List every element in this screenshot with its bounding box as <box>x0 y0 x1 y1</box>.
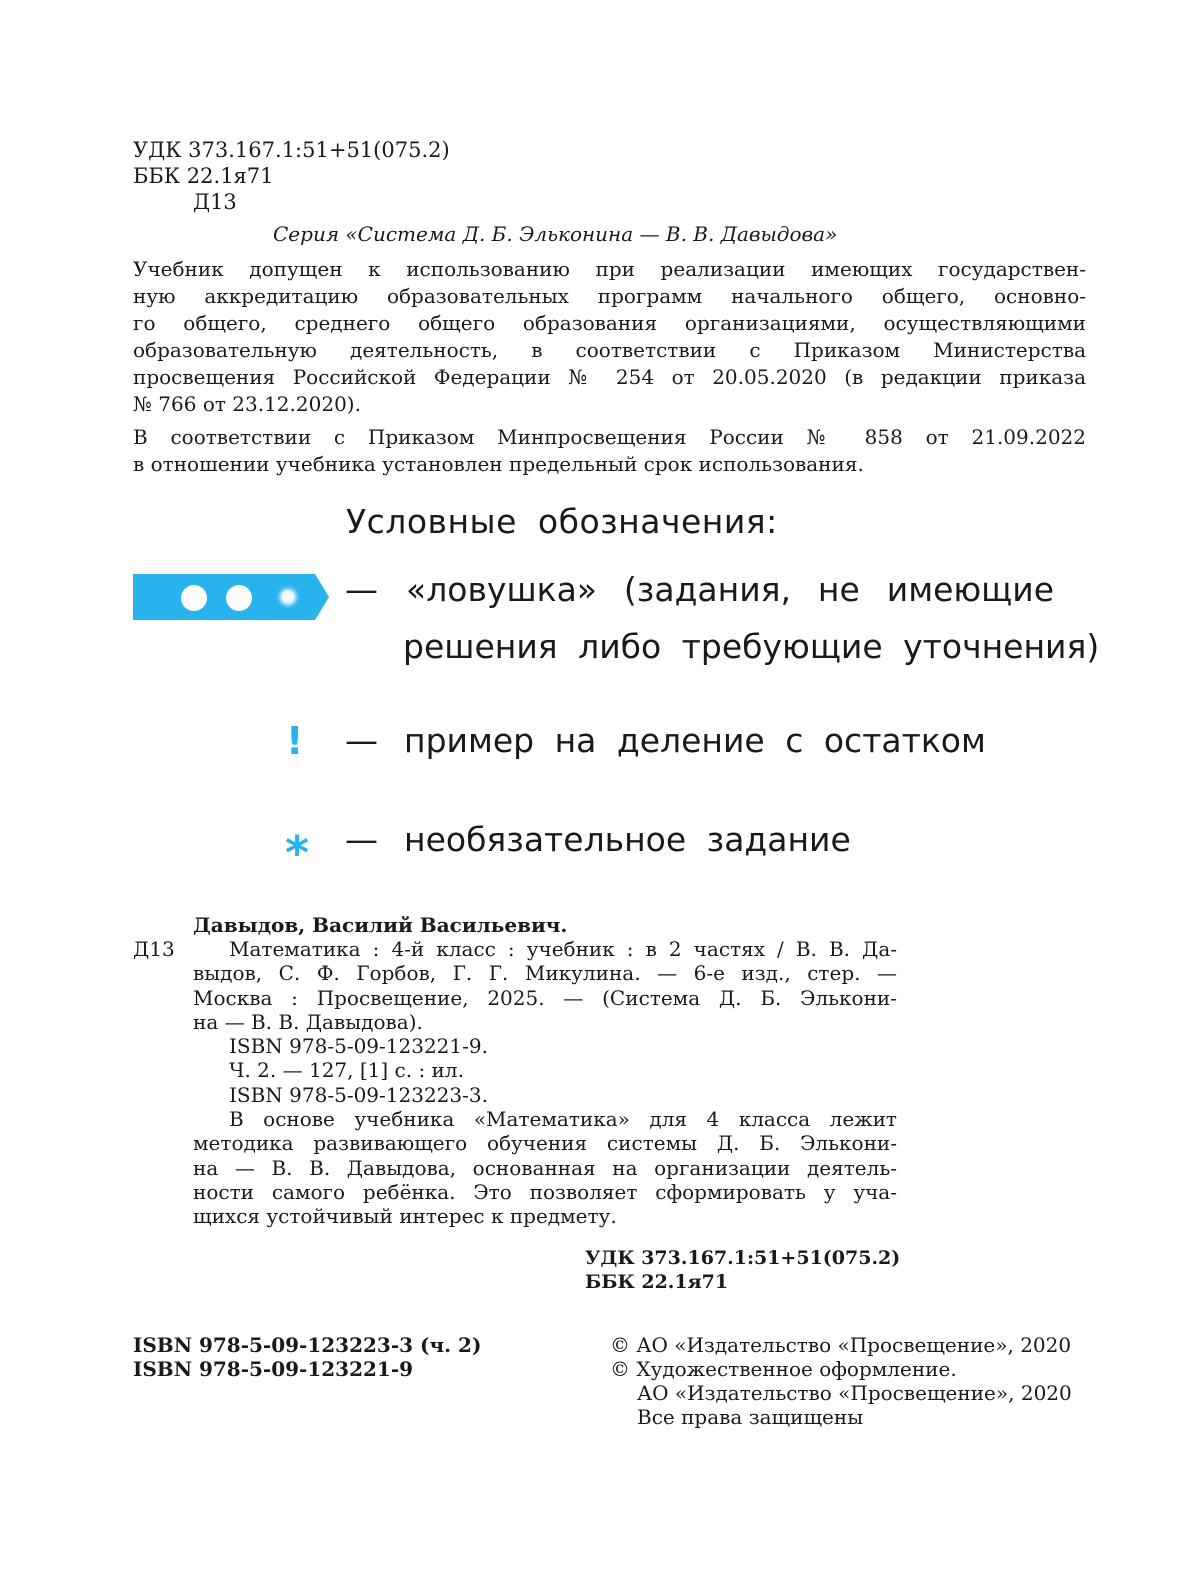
card-annotation-line: щихся устойчивый интерес к предмету. <box>193 1204 617 1229</box>
copyright-publisher: © АО «Издательство «Просвещение», 2020 <box>610 1333 1072 1357</box>
card-annotation-line: ности самого ребёнка. Это позволяет сформировать у уча- <box>193 1179 897 1204</box>
legend-dash: — <box>345 570 378 609</box>
card-line: на — В. В. Давыдова). <box>193 1009 423 1034</box>
card-isbn-part: ISBN 978-5-09-123223-3. <box>229 1082 488 1107</box>
legend-dash: — <box>345 820 378 859</box>
bbk-code: ББК 22.1я71 <box>133 164 274 188</box>
card-line: Математика : 4-й класс : учебник : в 2 частях / В. В. Да- <box>229 937 897 961</box>
approval-line: ную аккредитацию образовательных программ начального общего, основно- <box>133 284 1086 308</box>
udk-code: УДК 373.167.1:51+51(075.2) <box>133 138 450 162</box>
approval-line: № 766 от 23.12.2020). <box>133 392 361 416</box>
card-isbn-general: ISBN 978-5-09-123221-9. <box>229 1034 488 1059</box>
series-title: Серия «Система Д. Б. Эльконина — В. В. Давыдова» <box>273 222 838 246</box>
card-part-info: Ч. 2. — 127, [1] с. : ил. <box>229 1058 464 1083</box>
legend-remainder-text: пример на деление с остатком <box>404 721 986 760</box>
approval-paragraph <box>133 256 1086 418</box>
footer-isbn-general: ISBN 978-5-09-123221-9 <box>133 1357 414 1381</box>
card-mark: Д13 <box>133 937 175 961</box>
card-udk: УДК 373.167.1:51+51(075.2) <box>585 1247 901 1269</box>
card-line: Москва : Просвещение, 2025. — (Система Д. Б. Элькони- <box>193 985 897 1010</box>
exclamation-icon: ! <box>286 719 304 763</box>
card-annotation-line: В основе учебника «Математика» для 4 класса лежит <box>229 1107 897 1132</box>
rights-reserved: Все права защищены <box>637 1405 864 1429</box>
approval-line: образовательную деятельность, в соответствии с Приказом Министерства <box>133 338 1086 362</box>
asterisk-icon: * <box>285 826 310 880</box>
legend-dash: — <box>345 721 378 760</box>
card-line: выдов, С. Ф. Горбов, Г. Г. Микулина. — 6-е изд., стер. — <box>193 961 897 986</box>
copyright-design-holder: АО «Издательство «Просвещение», 2020 <box>637 1381 1072 1405</box>
deadline-paragraph <box>133 424 1086 478</box>
legend-trap-line-1: «ловушка» (задания, не имеющие <box>406 570 1054 609</box>
copyright-design: © Художественное оформление. <box>610 1357 957 1381</box>
legend-title: Условные обозначения: <box>346 502 778 541</box>
card-description <box>193 937 897 1229</box>
legend-optional-text: необязательное задание <box>404 820 851 859</box>
card-annotation-line: методика развивающего обучения системы Д. Б. Элькони- <box>193 1131 897 1156</box>
card-author: Давыдов, Василий Васильевич. <box>193 913 568 937</box>
approval-line: Учебник допущен к использованию при реализации имеющих государствен- <box>133 257 1086 281</box>
deadline-line: В соответствии с Приказом Минпросвещения России № 858 от 21.09.2022 <box>133 425 1086 449</box>
author-mark: Д13 <box>193 190 237 214</box>
approval-line: го общего, среднего общего образования организациями, осуществляющими <box>133 311 1086 335</box>
footer-isbn-part: ISBN 978-5-09-123223-3 (ч. 2) <box>133 1333 482 1357</box>
trap-icon <box>133 574 329 620</box>
deadline-line: в отношении учебника установлен предельный срок использования. <box>133 452 864 476</box>
card-annotation-line: на — В. В. Давыдова, основанная на организации деятель- <box>193 1155 897 1180</box>
legend-trap-line-2: решения либо требующие уточнения) <box>403 627 1100 666</box>
approval-line: просвещения Российской Федерации № 254 от 20.05.2020 (в редакции приказа <box>133 365 1086 389</box>
card-bbk: ББК 22.1я71 <box>585 1271 729 1293</box>
